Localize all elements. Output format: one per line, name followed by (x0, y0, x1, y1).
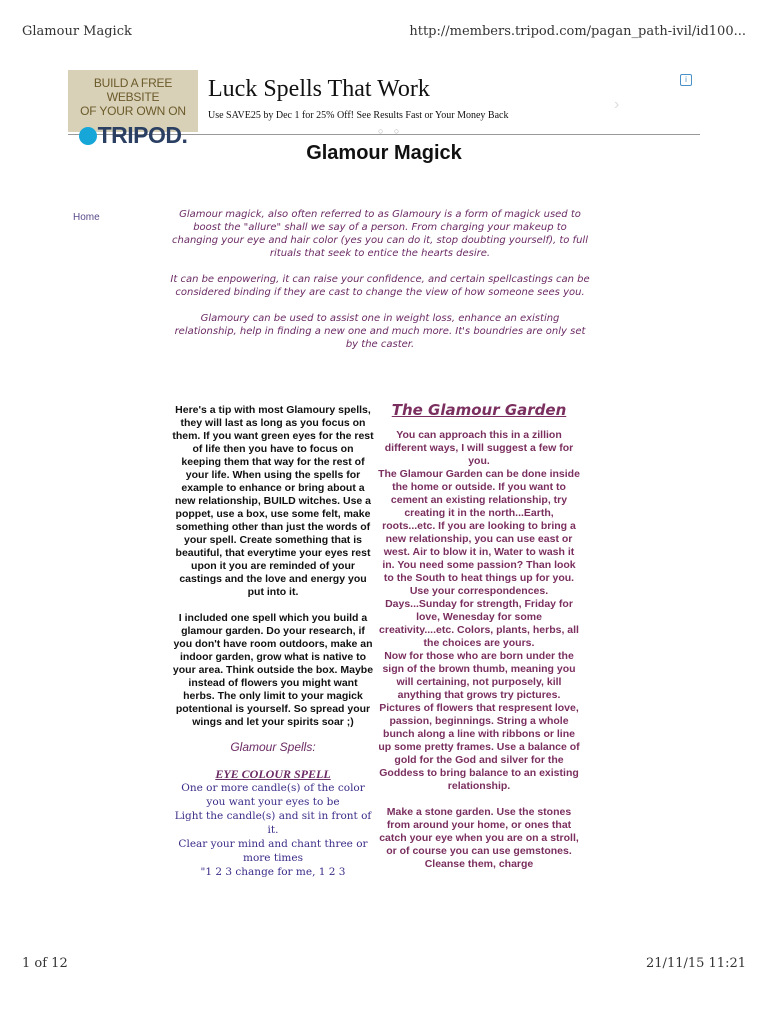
tripod-logo[interactable] (68, 70, 198, 148)
spell-line: Clear your mind and chant three or more times (178, 838, 368, 864)
stone-garden-paragraph: Make a stone garden. Use the stones from around your home, or ones that catch your eye when you are on a stroll, or of course you can use gemstones. Cleanse them, charge (379, 806, 579, 870)
spell-line: One or more candle(s) of the color you want your eyes to be (181, 782, 365, 808)
garden-paragraph (378, 429, 580, 793)
garden-line: You can approach this in a zillion different ways, I will suggest a few for you. (384, 429, 574, 467)
garden-line: Now for those who are born under the sign of the brown thumb, meaning you will certaining, not purposely, kill anything that grows try pictures. Pictures of flowers that respresent love, passion, beginnings. String a whole bunch along a line with ribbons or line up some pretty frames. Use a balance of gold for the God and silver for the Goddess to bring balance to an existing relationship. (378, 650, 580, 792)
ad-arrow-icon[interactable]: › (614, 96, 620, 113)
ad-info-icon[interactable]: i (680, 74, 692, 86)
spell-instructions (172, 781, 374, 879)
print-footer (22, 956, 746, 971)
ad-logo-line2: OF YOUR OWN ON (80, 104, 186, 118)
nav-home-link[interactable]: Home (73, 212, 100, 223)
right-column (378, 401, 580, 884)
left-column (172, 404, 374, 879)
print-header (22, 24, 746, 39)
tripod-brand-text: TRIPOD. (97, 122, 188, 148)
print-header-url: http://members.tripod.com/pagan_path-ivil/id100... (409, 24, 746, 39)
print-datetime: 21/11/15 11:21 (646, 956, 746, 971)
tip-paragraph: Here's a tip with most Glamoury spells, they will last as long as you focus on them. If you want green eyes for the rest of life then you have to focus on keeping them that way for the rest of your life. When using the spells for example to enhance or bring about a new relationship, BUILD witches. Use a poppet, use a box, use some felt, make something other than just the words of your spell. Create something that is beautiful, that everytime your eyes rest upon it you are reminded of your castings and the love and energy you put into it. (172, 404, 374, 598)
garden-line: The Glamour Garden can be done inside the home or outside. If you want to cement an existing relationship, try creating it in the north...Earth, roots...etc. If you are looking to bring a new relationship, you can use east or west. Air to blow it in, Water to wash it in. You need some passion? Than look to the South to heat things up for you. (378, 468, 580, 584)
spells-heading: Glamour Spells: (230, 740, 316, 754)
intro-text (170, 208, 590, 364)
page-count: 1 of 12 (22, 956, 68, 971)
spell-line: Light the candle(s) and sit in front of it. (174, 810, 372, 836)
garden-intro-paragraph: I included one spell which you build a glamour garden. Do your research, if you don't have room outdoors, make an indoor garden, grow what is native to your area. Think outside the box. Maybe instead of flowers you might want herbs. The only limit to your magick potentional is yourself. So spread your wings and let your spirits soar ;) (172, 612, 374, 728)
ad-logo-line1: BUILD A FREE WEBSITE (93, 76, 173, 104)
print-header-title: Glamour Magick (22, 24, 132, 39)
ad-subtitle: Use SAVE25 by Dec 1 for 25% Off! See Results Fast or Your Money Back (208, 110, 509, 121)
intro-paragraph: Glamour magick, also often referred to as Glamoury is a form of magick used to boost the "allure" shall we say of a person. From charging your makeup to changing your eye and hair color (yes you can do it, stop doubting yourself), to full rituals that seek to entice the hearts desire. (172, 209, 588, 259)
intro-paragraph: Glamoury can be used to assist one in weight loss, enhance an existing relationship, help in finding a new one and much more. It's boundries are only set by the caster. (174, 313, 586, 350)
garden-line: Use your correspondences. (409, 585, 549, 597)
ad-banner[interactable] (68, 70, 700, 148)
ad-pagination-dots[interactable]: ○ ○ (378, 126, 404, 136)
intro-paragraph: It can be enpowering, it can raise your confidence, and certain spellcastings can be considered binding if they are cast to change the view of how someone sees you. (170, 274, 590, 298)
ad-title-link[interactable]: Luck Spells That Work (208, 76, 430, 102)
eye-colour-spell-link[interactable]: EYE COLOUR SPELL (215, 767, 331, 781)
garden-line: Days...Sunday for strength, Friday for love, Wenesday for some creativity....etc. Colors, plants, herbs, all the choices are yours. (379, 598, 579, 649)
glamour-garden-heading: The Glamour Garden (391, 401, 567, 419)
spell-line: "1 2 3 change for me, 1 2 3 (200, 866, 346, 878)
page-title: Glamour Magick (306, 142, 462, 164)
